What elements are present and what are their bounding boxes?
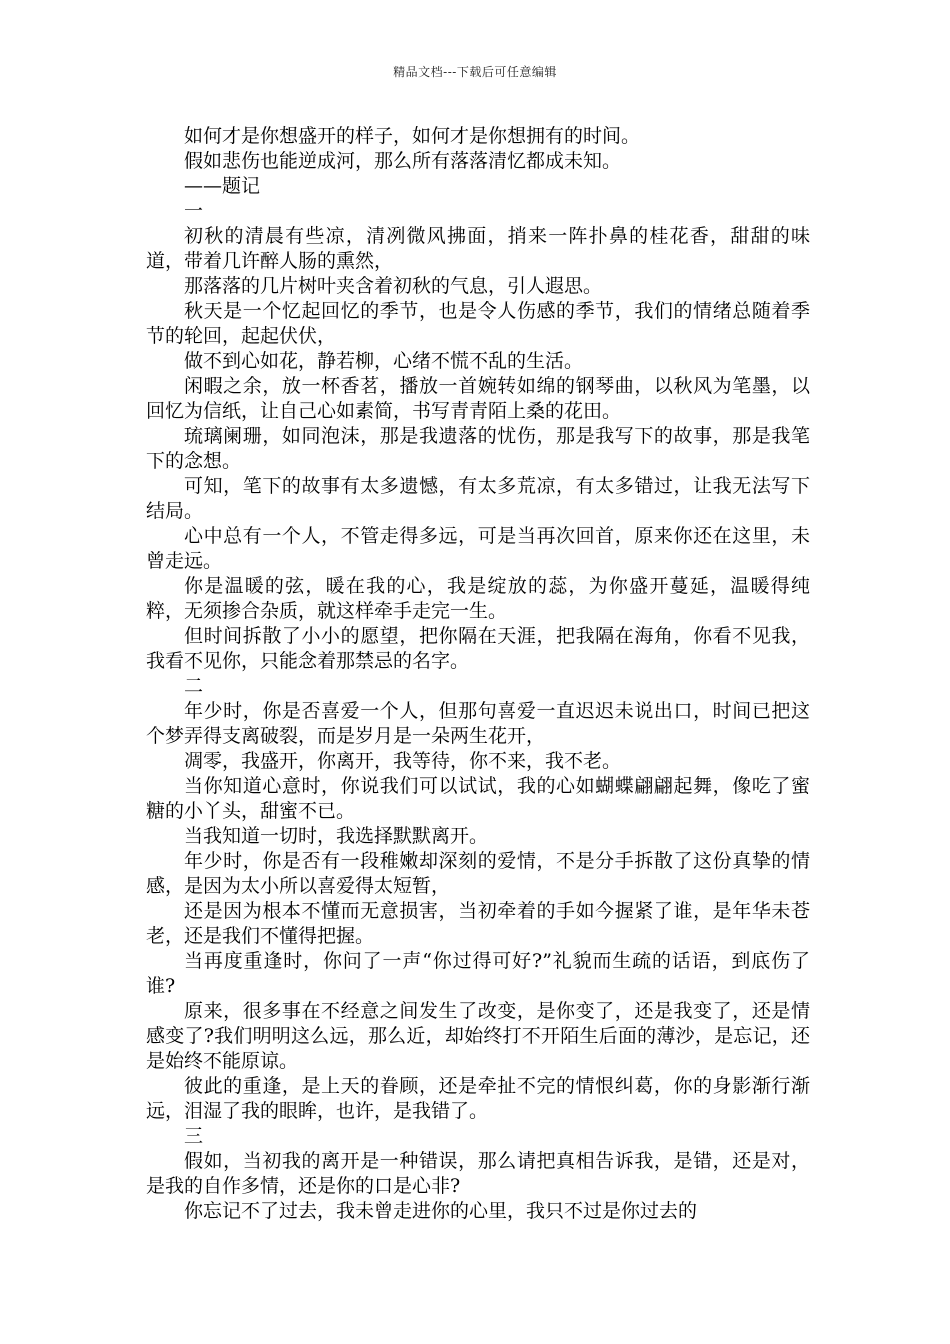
paragraph: 你忘记不了过去，我未曾走进你的心里，我只不过是你过去的: [184, 1200, 698, 1222]
page-header: 精品文档---下载后可任意编辑: [393, 65, 557, 79]
section-heading: 一: [184, 200, 204, 222]
paragraph: 你是温暖的弦，暖在我的心，我是绽放的蕊，为你盛开蔓延，温暖得纯粹，无须掺合杂质，就这样牵手走完一生。: [146, 575, 810, 622]
paragraph: 凋零，我盛开，你离开，我等待，你不来，我不老。: [184, 750, 622, 772]
paragraph: 琉璃阑珊，如同泡沫，那是我遗落的忧伤，那是我写下的故事，那是我笔下的念想。: [146, 425, 810, 472]
section-heading: 二: [184, 675, 204, 697]
paragraph: 秋天是一个忆起回忆的季节，也是令人伤感的季节，我们的情绪总随着季节的轮回，起起伏伏，: [146, 300, 810, 347]
paragraph: 假如悲伤也能逆成河，那么所有落落清忆都成未知。: [184, 150, 622, 172]
paragraph: 当我知道一切时，我选择默默离开。: [184, 825, 489, 847]
paragraph: 年少时，你是否喜爱一个人，但那句喜爱一直迟迟未说出口，时间已把这个梦弄得支离破裂，而是岁月是一朵两生花开，: [146, 700, 810, 747]
epigraph-attribution: ——题记: [184, 175, 261, 197]
paragraph: 做不到心如花，静若柳，心绪不慌不乱的生活。: [184, 350, 584, 372]
paragraph: 闲暇之余，放一杯香茗，播放一首婉转如绵的钢琴曲，以秋风为笔墨，以回忆为信纸，让自己心如素简，书写青青陌上桑的花田。: [146, 375, 810, 422]
paragraph: 初秋的清晨有些凉，清冽微风拂面，捎来一阵扑鼻的桂花香，甜甜的味道，带着几许醉人肠的熏然，: [146, 225, 810, 272]
paragraph: 还是因为根本不懂而无意损害，当初牵着的手如今握紧了谁，是年华未苍老，还是我们不懂得把握。: [146, 900, 810, 947]
paragraph: 假如，当初我的离开是一种错误，那么请把真相告诉我，是错，还是对，是我的自作多情，还是你的口是心非?: [146, 1150, 810, 1197]
paragraph: 心中总有一个人，不管走得多远，可是当再次回首，原来你还在这里，未曾走远。: [146, 525, 810, 572]
paragraph: 原来，很多事在不经意之间发生了改变，是你变了，还是我变了，还是情感变了?我们明明这么远，那么近，却始终打不开陌生后面的薄沙，是忘记，还是始终不能原谅。: [146, 1000, 810, 1072]
paragraph: 那落落的几片树叶夹含着初秋的气息，引人遐思。: [184, 275, 603, 297]
section-heading: 三: [184, 1125, 204, 1147]
paragraph: 如何才是你想盛开的样子，如何才是你想拥有的时间。: [184, 125, 641, 147]
paragraph: 可知，笔下的故事有太多遗憾，有太多荒凉，有太多错过，让我无法写下结局。: [146, 475, 810, 522]
document-body: [146, 124, 810, 1224]
paragraph: 年少时，你是否有一段稚嫩却深刻的爱情，不是分手拆散了这份真挚的情感，是因为太小所以喜爱得太短暂，: [146, 850, 810, 897]
paragraph: 当你知道心意时，你说我们可以试试，我的心如蝴蝶翩翩起舞，像吃了蜜糖的小丫头，甜蜜不已。: [146, 775, 810, 822]
paragraph: 彼此的重逢，是上天的眷顾，还是牵扯不完的情恨纠葛，你的身影渐行渐远，泪湿了我的眼眸，也许，是我错了。: [146, 1075, 810, 1122]
paragraph: 但时间拆散了小小的愿望，把你隔在天涯，把我隔在海角，你看不见我，我看不见你，只能念着那禁忌的名字。: [146, 625, 810, 672]
paragraph: 当再度重逢时，你问了一声“你过得可好?”礼貌而生疏的话语，到底伤了谁?: [146, 950, 810, 997]
